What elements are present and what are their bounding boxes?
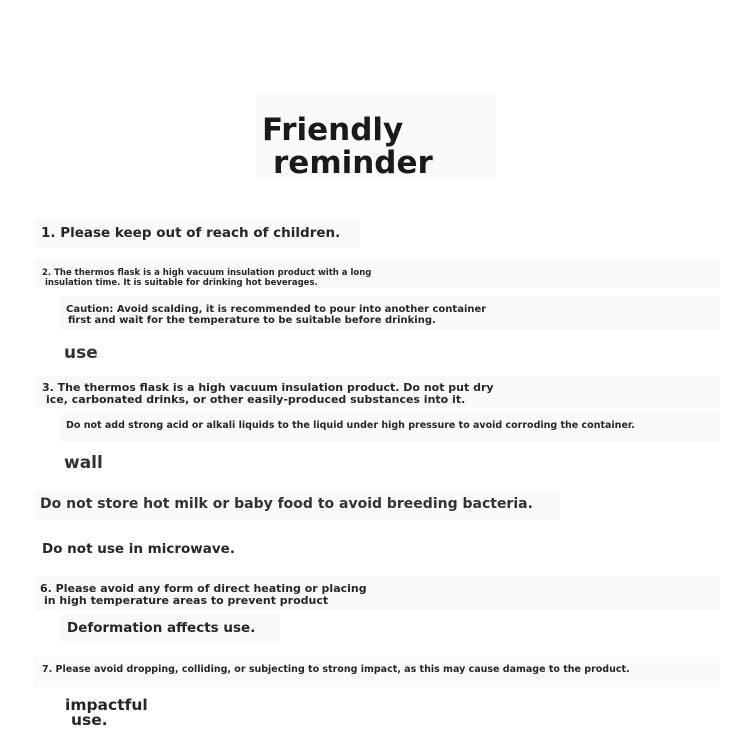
caution-tail: use: [64, 343, 98, 363]
reminder-item-7-tail-line2: use.: [71, 711, 108, 729]
reminder-item-7-tail-line1: impactful: [65, 696, 148, 714]
acid-tail: wall: [64, 453, 103, 473]
reminder-item-6-line1: 6. Please avoid any form of direct heating or placing: [40, 582, 367, 595]
reminder-item-4: Do not store hot milk or baby food to avoid breeding bacteria.: [40, 496, 533, 512]
reminder-item-2: [42, 268, 371, 288]
reminder-item-2-line1: 2. The thermos flask is a high vacuum insulation product with a long: [42, 268, 372, 278]
reminder-item-1: 1. Please keep out of reach of children.: [41, 225, 341, 241]
reminder-item-6-line2: in high temperature areas to prevent product: [44, 593, 329, 607]
reminder-item-3: [42, 382, 494, 405]
reminder-item-6-tail: Deformation affects use.: [67, 620, 256, 636]
caution-note-line1: Caution: Avoid scalding, it is recommended to pour into another container: [66, 304, 487, 315]
acid-note: Do not add strong acid or alkali liquids to the liquid under high pressure to avoid corroding the container.: [66, 420, 635, 431]
caution-note: [66, 305, 486, 326]
reminder-item-2-line2: insulation time. It is suitable for drinking hot beverages.: [45, 278, 318, 288]
reminder-item-5: Do not use in microwave.: [42, 541, 235, 557]
reminder-item-6: [40, 583, 367, 606]
reminder-item-7-tail: [65, 698, 148, 728]
page-title-line2: reminder: [273, 145, 433, 181]
page-title-line1: Friendly: [262, 112, 404, 148]
reminder-item-7: 7. Please avoid dropping, colliding, or subjecting to strong impact, as this may cause damage to the product.: [42, 664, 630, 675]
caution-note-line2: first and wait for the temperature to be suitable before drinking.: [68, 314, 436, 326]
reminder-item-3-line2: ice, carbonated drinks, or other easily-produced substances into it.: [46, 392, 466, 406]
reminder-item-3-line1: 3. The thermos flask is a high vacuum insulation product. Do not put dry: [42, 381, 494, 394]
